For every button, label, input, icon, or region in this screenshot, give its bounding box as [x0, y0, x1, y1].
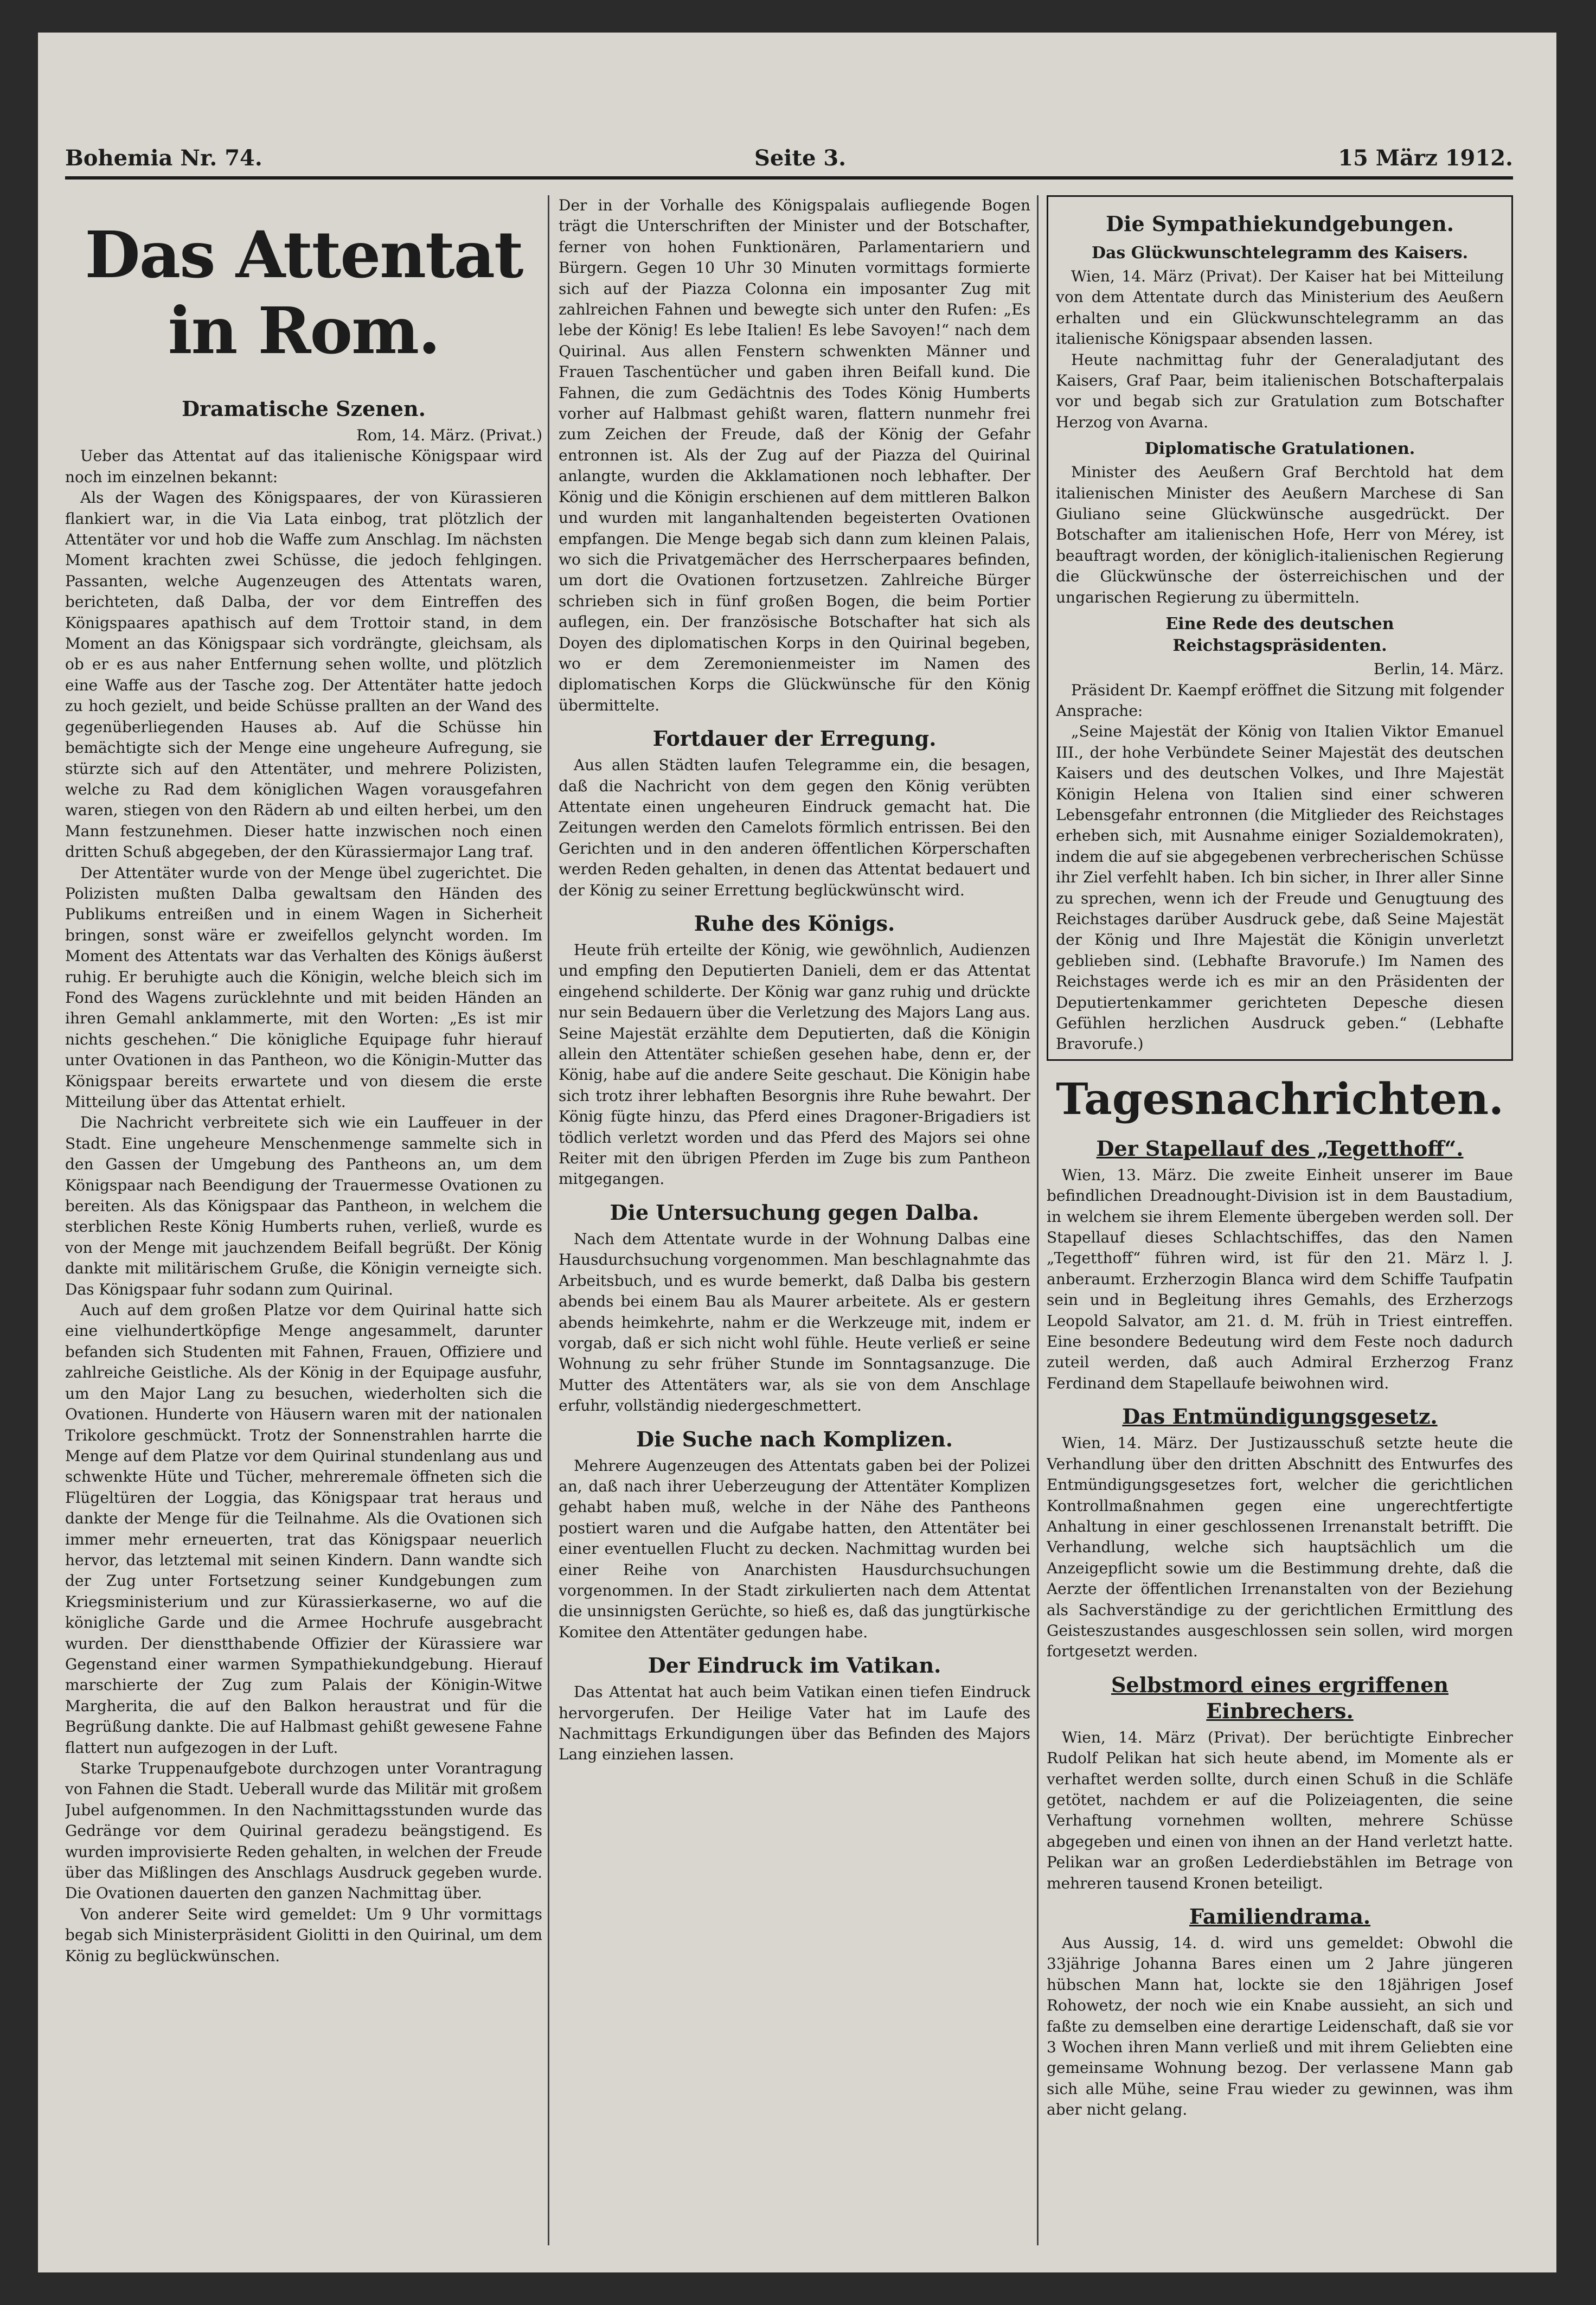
section-heading: Die Untersuchung gegen Dalba.: [610, 1200, 979, 1225]
paragraph: Auch auf dem großen Platze vor dem Quirinal hatte sich eine vielhundertköpfige Menge angesammelt, darunter befanden sich Studenten mit Fahnen, Frauen, Offiziere und zahlreiche Geistliche. Als der König in der Equipage ausfuhr, um den Major Lang zu besuchen, wiederholten sich die Ovationen. Hunderte von Häusern waren mit der nationalen Trikolore geschmückt. Trotz der Sonnenstrahlen harrte die Menge auf dem Platze vor dem Quirinal stundenlang aus und schwenkte Hüte und Tücher, mehreremale öffneten sich die Flügeltüren der Loggia, das Königspaar trat heraus und dankte der Menge für die Teilnahme. Als die Ovationen sich immer mehr erneuerten, trat das Königspaar neuerlich hervor, das letztemal mit seinen Kindern. Dann wandte sich der Zug unter Fortsetzung seiner Kundgebungen zum Kriegsministerium und zur Kürassierkaserne, wo auf die königliche Garde und die Armee Hochrufe ausgebracht wurden. Der dienstthabende Offizier der Kürassiere war Gegenstand einer warmen Sympathiekundgebung. Hierauf marschierte der Zug zum Palais der Königin-Witwe Margherita, die auf den Balkon heraustrat und für die Begrüßung dankte. Die auf Halbmast gehißt gewesene Fahne flattert nun aufgezogen in der Luft.: [65, 1301, 542, 1757]
paragraph: Starke Truppenaufgebote durchzogen unter Vorantragung von Fahnen die Stadt. Ueberall wurde das Militär mit großem Jubel aufgenommen. In den Nachmittagsstunden wurde das Gedränge vor dem Quirinal geradezu beängstigend. Es wurden improvisierte Reden gehalten, in welchen der Freude über das Mißlingen des Anschlags Ausdruck gegeben wurde. Die Ovationen dauerten den ganzen Nachmittag über.: [65, 1759, 542, 1903]
paragraph: Der in der Vorhalle des Königspalais aufliegende Bogen trägt die Unterschriften der Minister und der Botschafter, ferner von hohen Funktionären, Parlamentariern und Bürgern. Gegen 10 Uhr 30 Minuten vormittags formierte sich auf der Piazza Colonna ein imposanter Zug mit zahlreichen Fahnen und bewegte sich unter den Rufen: „Es lebe der König! Es lebe Italien! Es lebe Savoyen!“ nach dem Quirinal. Aus allen Fenstern schwenkten Männer und Frauen Taschentücher und gaben ihren Beifall kund. Die Fahnen, die zum Gedächtnis des Todes König Humberts vorher auf Halbmast gehißt waren, flattern nunmehr frei zum Zeichen der Freude, daß der König der Gefahr entronnen ist. Als der Zug auf der Piazza del Quirinal anlangte, wurden die Akklamationen noch lebhafter. Der König und die Königin erschienen auf dem mittleren Balkon und wurden mit langanhaltenden begeisterten Ovationen empfangen. Die Menge begab sich dann zum kleinen Palais, wo sich die Privatgemächer des Herrscherpaares befinden, um dort die Ovationen fortzusetzen. Zahlreiche Bürger schrieben sich in fünf großen Bogen, die beim Portier auflegen, ein. Der französische Botschafter hat sich als Doyen des diplomatischen Korps in den Quirinal begeben, wo er dem Zeremonienmeister im Namen des diplomatischen Korps die Glückwünsche für den König übermittelte.: [559, 196, 1030, 714]
dateline: Berlin, 14. März.: [1373, 660, 1504, 678]
dateline: Rom, 14. März. (Privat.): [356, 426, 542, 444]
section-heading: Fortdauer der Erregung.: [652, 726, 937, 751]
column-1: [65, 195, 542, 2245]
paragraph: Nach dem Attentate wurde in der Wohnung Dalbas eine Hausdurchsuchung vorgenommen. Man beschlagnahmte das Arbeitsbuch, und es wurde bemerkt, daß Dalba bis gestern abends bei einem Bau als Maurer arbeitete. Als er gestern abends heimkehrte, nahm er die Werkzeuge mit, indem er vorgab, daß er sich nicht wohl fühle. Heute verließ er seine Wohnung zu sehr früher Stunde im Sonntagsanzuge. Die Mutter des Attentäters war, als sie von dem Anschlage erfuhr, vollständig niedergeschmettert.: [559, 1230, 1030, 1415]
paragraph: Präsident Dr. Kaempf eröffnet die Sitzung mit folgender Ansprache:: [1056, 681, 1504, 720]
newspaper-page: [38, 33, 1556, 2272]
paragraph: Das Attentat hat auch beim Vatikan einen tiefen Eindruck hervorgerufen. Der Heilige Vater hat im Laufe des Nachmittags Erkundigungen über das Befinden des Majors Lang einziehen lassen.: [559, 1683, 1030, 1764]
section-heading: Familiendrama.: [1189, 1904, 1371, 1929]
paragraph: Aus allen Städten laufen Telegramme ein, die besagen, daß die Nachricht von dem gegen den König verübten Attentate einen ungeheuren Eindruck gemacht hat. Die Zeitungen werden den Camelots förmlich entrissen. Bei den Gerichten und in den anderen öffentlichen Körperschaften werden Reden gehalten, in denen das Attentat bedauert und der König zu seiner Errettung beglückwünscht wird.: [559, 756, 1030, 899]
column-3: [1047, 195, 1513, 2245]
paragraph: Als der Wagen des Königspaares, der von Kürassieren flankiert war, in die Via Lata einbog, trat plötzlich der Attentäter vor und hob die Waffe zum Anschlag. Im nächsten Moment krachten zwei Schüsse, die jedoch fehlgingen. Passanten, welche Augenzeugen des Attentats waren, berichteten, daß Dalba, der vor dem Eintreffen des Königspaares apathisch auf dem Trottoir stand, in dem Moment an das Königspaar sich vordrängte, gleichsam, als ob er es aus naher Entfernung sehen wollte, und plötzlich eine Waffe aus der Tasche zog. Der Attentäter hatte jedoch zu hoch gezielt, und beide Schüsse prallten an der Wand des gegenüberliegenden Hauses ab. Auf die Schüsse hin bemächtigte sich der Menge eine ungeheure Aufregung, sie stürzte sich auf den Attentäter, und mehrere Polizisten, welche zu Rad dem königlichen Wagen vorausgefahren waren, stiegen von den Rädern ab und eilten herbei, um den Mann festzunehmen. Dieser hatte inzwischen noch einen dritten Schuß abgegeben, der den Kürassiermajor Lang traf.: [65, 489, 542, 861]
paragraph: „Seine Majestät der König von Italien Viktor Emanuel III., der hohe Verbündete Seiner Majestät des deutschen Kaisers und des deutschen Volkes, und Ihre Majestät Königin Helena von Italien sind einer schweren Lebensgefahr entronnen (die Mitglieder des Reichstages erheben sich, mit Ausnahme einiger Sozialdemokraten), indem die auf sie abgegebenen verbrecherischen Schüsse ihr Ziel verfehlt haben. Ich bin sicher, in Ihrer aller Sinne zu sprechen, wenn ich der Freude und Genugtuung des Reichstages darüber Ausdruck gebe, daß Seine Majestät der König und Ihre Majestät die Königin unverletzt geblieben sind. (Lebhafte Bravorufe.) Im Namen des Reichstages werde ich es mir an den Präsidenten der Deputiertenkammer gerichteten Depesche diesen Gefühlen herzlichen Ausdruck geben.“ (Lebhafte Bravorufe.): [1056, 722, 1504, 1053]
paragraph: Ueber das Attentat auf das italienische Königspaar wird noch im einzelnen bekannt:: [65, 447, 542, 486]
paragraph: Die Nachricht verbreitete sich wie ein Lauffeuer in der Stadt. Eine ungeheure Menschenmenge sammelte sich in den Gassen der Umgebung des Pantheons an, um dem Königspaar nach Beendigung der Trauermesse Ovationen zu bereiten. Als das Königspaar das Pantheon, in welchem die sterblichen Reste König Humberts ruhen, verließ, wurde es von der Menge mit jauchzendem Beifall begrüßt. Der König dankte mit militärischem Gruße, die Königin verneigte sich. Das Königspaar fuhr sodann zum Quirinal.: [65, 1113, 542, 1298]
section-heading: Die Sympathiekundgebungen.: [1106, 212, 1454, 236]
section-heading: Selbstmord eines ergriffenen Einbrechers.: [1111, 1672, 1448, 1723]
section-title: Tagesnachrichten.: [1056, 1073, 1504, 1124]
paragraph: Heute nachmittag fuhr der Generaladjutant des Kaisers, Graf Paar, beim italienischen Botschafterpalais vor und begab sich zur Gratulation zum Botschafter Herzog von Avarna.: [1056, 350, 1504, 431]
paragraph: Mehrere Augenzeugen des Attentats gaben bei der Polizei an, daß nach ihrer Ueberzeugung der Attentäter Komplizen gehabt haben muß, welche in der Nähe des Pantheons postiert waren und die Aufgabe hatten, den Attentäter bei einer eventuellen Flucht zu decken. Nachmittag wurden bei einer Reihe von Anarchisten Hausdurchsuchungen vorgenommen. In der Stadt zirkulierten nach dem Attentat die unsinnigsten Gerüchte, so hieß es, daß das jungtürkische Komitee den Attentäter gedungen habe.: [559, 1456, 1030, 1641]
section-heading: Der Eindruck im Vatikan.: [648, 1653, 941, 1678]
header-date: 15 März 1912.: [1338, 145, 1513, 171]
subsection-heading: Diplomatische Gratulationen.: [1144, 439, 1415, 459]
column-divider: [1037, 195, 1039, 2245]
paragraph: Minister des Aeußern Graf Berchtold hat dem italienischen Minister des Aeußern Marchese di San Giuliano seine Glückwünsche ausgedrückt. Der Botschafter am italienischen Hofe, Herr von Mérey, ist beauftragt worden, der königlich-italienischen Regierung die Glückwünsche der österreichischen und der ungarischen Regierung zu übermitteln.: [1056, 463, 1504, 606]
paragraph: Wien, 14. März. Der Justizausschuß setzte heute die Verhandlung über den dritten Abschnitt des Entwurfes des Entmündigungsgesetzes fort, welcher die gerichtlichen Kontrollmaßnahmen gegen eine ungerechtfertigte Anhaltung in einer geschlossenen Irrenanstalt betrifft. Die Verhandlung, welche sich hauptsächlich um die Anzeigepflicht sowie um die Bestimmung drehte, daß die Aerzte der öffentlichen Irrenanstalten von der Beziehung als Sachverständige zu der gerichtlichen Ermittlung des Geisteszustandes ausgeschlossen sein sollen, wird morgen fortgesetzt werden.: [1047, 1434, 1513, 1661]
header-paper-issue: Bohemia Nr. 74.: [65, 145, 262, 171]
section-heading: Das Entmündigungsgesetz.: [1122, 1404, 1438, 1429]
main-headline: Das Attentat in Rom.: [85, 217, 523, 368]
section-heading: Ruhe des Königs.: [694, 911, 895, 936]
sympathy-box: [1047, 195, 1513, 1061]
paragraph: Der Attentäter wurde von der Menge übel zugerichtet. Die Polizisten mußten Dalba gewaltsam den Händen des Publikums entreißen und in einem Wagen in Sicherheit bringen, sonst wäre er zweifellos gelyncht worden. Im Moment des Attentats war das Verhalten des Königs äußerst ruhig. Er beruhigte auch die Königin, welche bleich sich im Fond des Wagens zurücklehnte und mit beiden Händen an ihren Gemahl anklammerte, mit den Worten: „Es ist mir nichts geschehen.“ Die königliche Equipage fuhr hierauf unter Ovationen in das Pantheon, wo die Königin-Mutter das Königspaar bereits erwartete und von diesem die erste Mitteilung über das Attentat erhielt.: [65, 863, 542, 1111]
column-2: [559, 195, 1030, 2245]
paragraph: Von anderer Seite wird gemeldet: Um 9 Uhr vormittags begab sich Ministerpräsident Giolitti in den Quirinal, um dem König zu beglückwünschen.: [65, 1905, 542, 1965]
column-divider: [548, 195, 549, 2245]
paragraph: Wien, 14. März (Privat). Der berüchtigte Einbrecher Rudolf Pelikan hat sich heute abend, im Momente als er verhaftet werden sollte, durch einen Schuß in die Schläfe getötet, nachdem er auf die Polizeiagenten, die seine Verhaftung vornehmen wollten, mehrere Schüsse abgegeben und einen von ihnen an der Hand verletzt hatte. Pelikan war an großen Lederdiebstählen im Betrage von mehreren tausend Kronen beteiligt.: [1047, 1728, 1513, 1892]
section-heading: Dramatische Szenen.: [182, 396, 426, 421]
paragraph: Wien, 13. März. Die zweite Einheit unserer im Baue befindlichen Dreadnought-Division ist in dem Baustadium, in welchem sie ihrem Elemente übergeben werden soll. Der Stapellauf dieses Schlachtschiffes, das den Namen „Tegetthoff“ führen wird, ist für den 21. März l. J. anberaumt. Erzherzogin Blanca wird dem Schiffe Taufpatin sein und in Begleitung ihres Gemahls, des Erzherzogs Leopold Salvator, am 21. d. M. früh in Triest eintreffen. Eine besondere Bedeutung wird dem Feste noch dadurch zuteil werden, daß auch Admiral Erzherzog Franz Ferdinand dem Stapellaufe beiwohnen wird.: [1047, 1166, 1513, 1392]
section-heading: Die Suche nach Komplizen.: [636, 1426, 953, 1451]
paragraph: Aus Aussig, 14. d. wird uns gemeldet: Obwohl die 33jährige Johanna Bares einen um 2 Jahre jüngeren hübschen Mann hat, lockte sie den 18jährigen Josef Rohowetz, der noch wie ein Knabe aussieht, an sich und faßte zu demselben eine derartige Leidenschaft, daß sie vor 3 Wochen ihren Mann verließ und mit ihrem Geliebten eine gemeinsame Wohnung bezog. Der verlassene Mann gab sich alle Mühe, seine Frau wieder zu gewinnen, was ihm aber nicht gelang.: [1047, 1934, 1513, 2119]
subsection-heading: Das Glückwunschtelegramm des Kaisers.: [1091, 244, 1469, 262]
subsection-heading: Eine Rede des deutschen Reichstagspräsidenten.: [1165, 614, 1394, 656]
section-heading: Der Stapellauf des „Tegetthoff“.: [1096, 1136, 1464, 1161]
paragraph: Wien, 14. März (Privat). Der Kaiser hat bei Mitteilung von dem Attentate durch das Ministerium des Aeußern erhalten und ein Glückwunschtelegramm an das italienische Königspaar absenden lassen.: [1056, 267, 1504, 348]
page-header: [65, 127, 1513, 180]
header-page-number: Seite 3.: [754, 145, 847, 171]
paragraph: Heute früh erteilte der König, wie gewöhnlich, Audienzen und empfing den Deputierten Danieli, dem er das Attentat eingehend schilderte. Der König war ganz ruhig und drückte nur sein Bedauern über die Verletzung des Majors Lang aus. Seine Majestät erzählte dem Deputierten, daß die Königin allein den Attentäter schießen gesehen habe, denn er, der König, habe auf die andere Seite geschaut. Die Königin habe sich trotz ihrer lebhaften Besorgnis ihre Ruhe bewahrt. Der König fügte hinzu, das Pferd eines Dragoner-Brigadiers ist tödlich verletzt worden und das Pferd des Majors sei ohne Reiter mit den übrigen Pferden im Zuge bis zum Pantheon mitgegangen.: [559, 941, 1030, 1188]
